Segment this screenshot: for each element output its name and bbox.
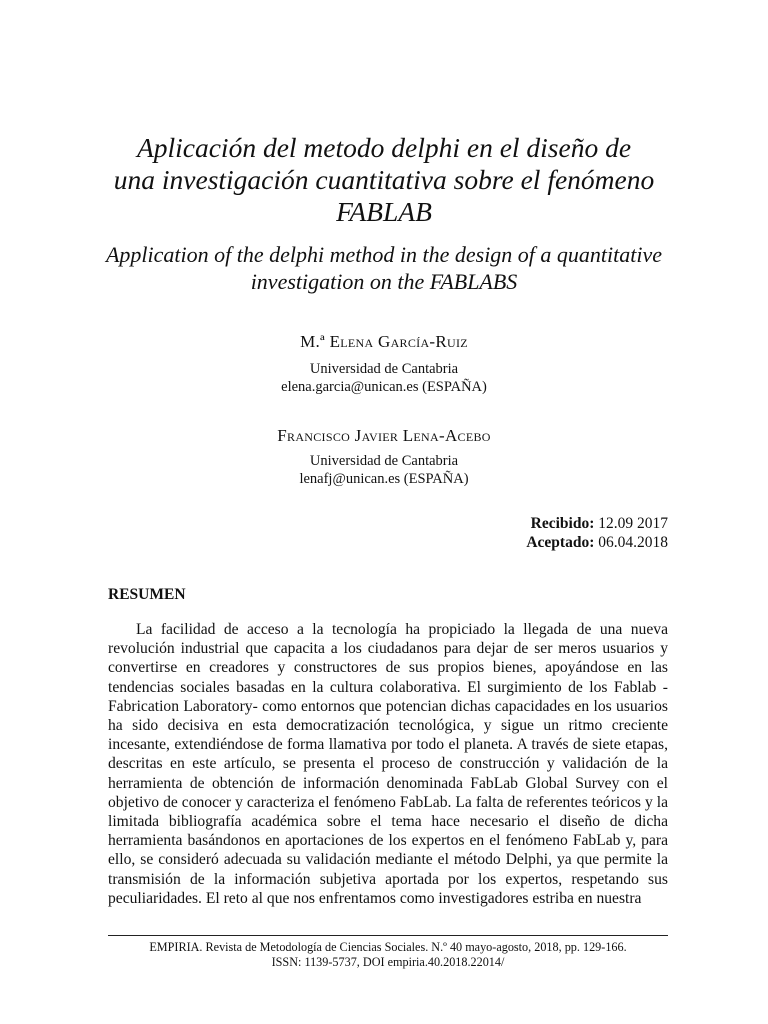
received-value: 12.09 2017 <box>594 515 668 532</box>
accepted-value: 06.04.2018 <box>594 534 668 551</box>
accepted-date <box>526 533 668 552</box>
author-name: Francisco Javier Lena-Acebo <box>277 426 491 445</box>
abstract-heading: RESUMEN <box>108 586 186 603</box>
author-affiliation <box>0 360 768 396</box>
title-spanish-line: Aplicación del metodo delphi en el diseño de <box>136 132 632 163</box>
accepted-label: Aceptado: <box>526 534 595 551</box>
title-english-line: investigation on the FABLABS <box>250 269 518 294</box>
submission-dates <box>526 514 668 552</box>
footer-divider <box>108 935 668 936</box>
title-english-line: Application of the delphi method in the design of a quantitative <box>105 242 663 267</box>
title-spanish-line: FABLAB <box>336 196 432 227</box>
title-spanish <box>60 132 708 228</box>
author-institution: Universidad de Cantabria <box>309 453 459 469</box>
received-date <box>526 514 668 533</box>
footer-issn-doi: ISSN: 1139-5737, DOI empiria.40.2018.22014/ <box>271 955 505 969</box>
journal-footer <box>108 940 668 970</box>
abstract-paragraph: La facilidad de acceso a la tecnología ha propiciado la llegada de una nueva revolución industrial que capacita a los ciudadanos para dejar de ser meros usuarios y convertirse en creadores y constructores de sus propios bienes, apoyándose en las tendencias sociales basadas en la cultura colaborativa. El surgimiento de los Fablab -Fabrication Laboratory- como entornos que potencian dichas capacidades en los usuarios ha sido decisiva en esta democratización tecnológica, y sigue un ritmo creciente incesante, extendiéndose de forma llamativa por todo el planeta. A través de siete etapas, descritas en este artículo, se presenta el proceso de construcción y validación de la herramienta de obtención de información denominada FabLab Global Survey con el objetivo de conocer y caracteriza el fenómeno FabLab. La falta de referentes teóricos y la limitada bibliografía académica sobre el tema hace necesario el diseño de dicha herramienta basándonos en aportaciones de los expertos en el fenómeno FabLab y, para ello, se consideró adecuada su validación mediante el método Delphi, ya que permite la transmisión de la información subjetiva aportada por los expertos, respetando sus peculiaridades. El reto al que nos enfrentamos como investigadores estriba en nuestra <box>108 621 668 907</box>
author-affiliation <box>0 452 768 488</box>
author-email[interactable]: lenafj@unican.es (ESPAÑA) <box>299 471 469 487</box>
author-institution: Universidad de Cantabria <box>309 361 459 377</box>
title-spanish-line: una investigación cuantitativa sobre el fenómeno <box>113 164 655 195</box>
author-name: M.ª Elena García-Ruiz <box>300 332 468 351</box>
title-english <box>60 241 708 295</box>
footer-citation: EMPIRIA. Revista de Metodología de Ciencias Sociales. N.º 40 mayo-agosto, 2018, pp. 129-166. <box>149 940 627 954</box>
abstract-body <box>108 620 668 908</box>
received-label: Recibido: <box>530 515 595 532</box>
author-email[interactable]: elena.garcia@unican.es (ESPAÑA) <box>281 379 487 395</box>
